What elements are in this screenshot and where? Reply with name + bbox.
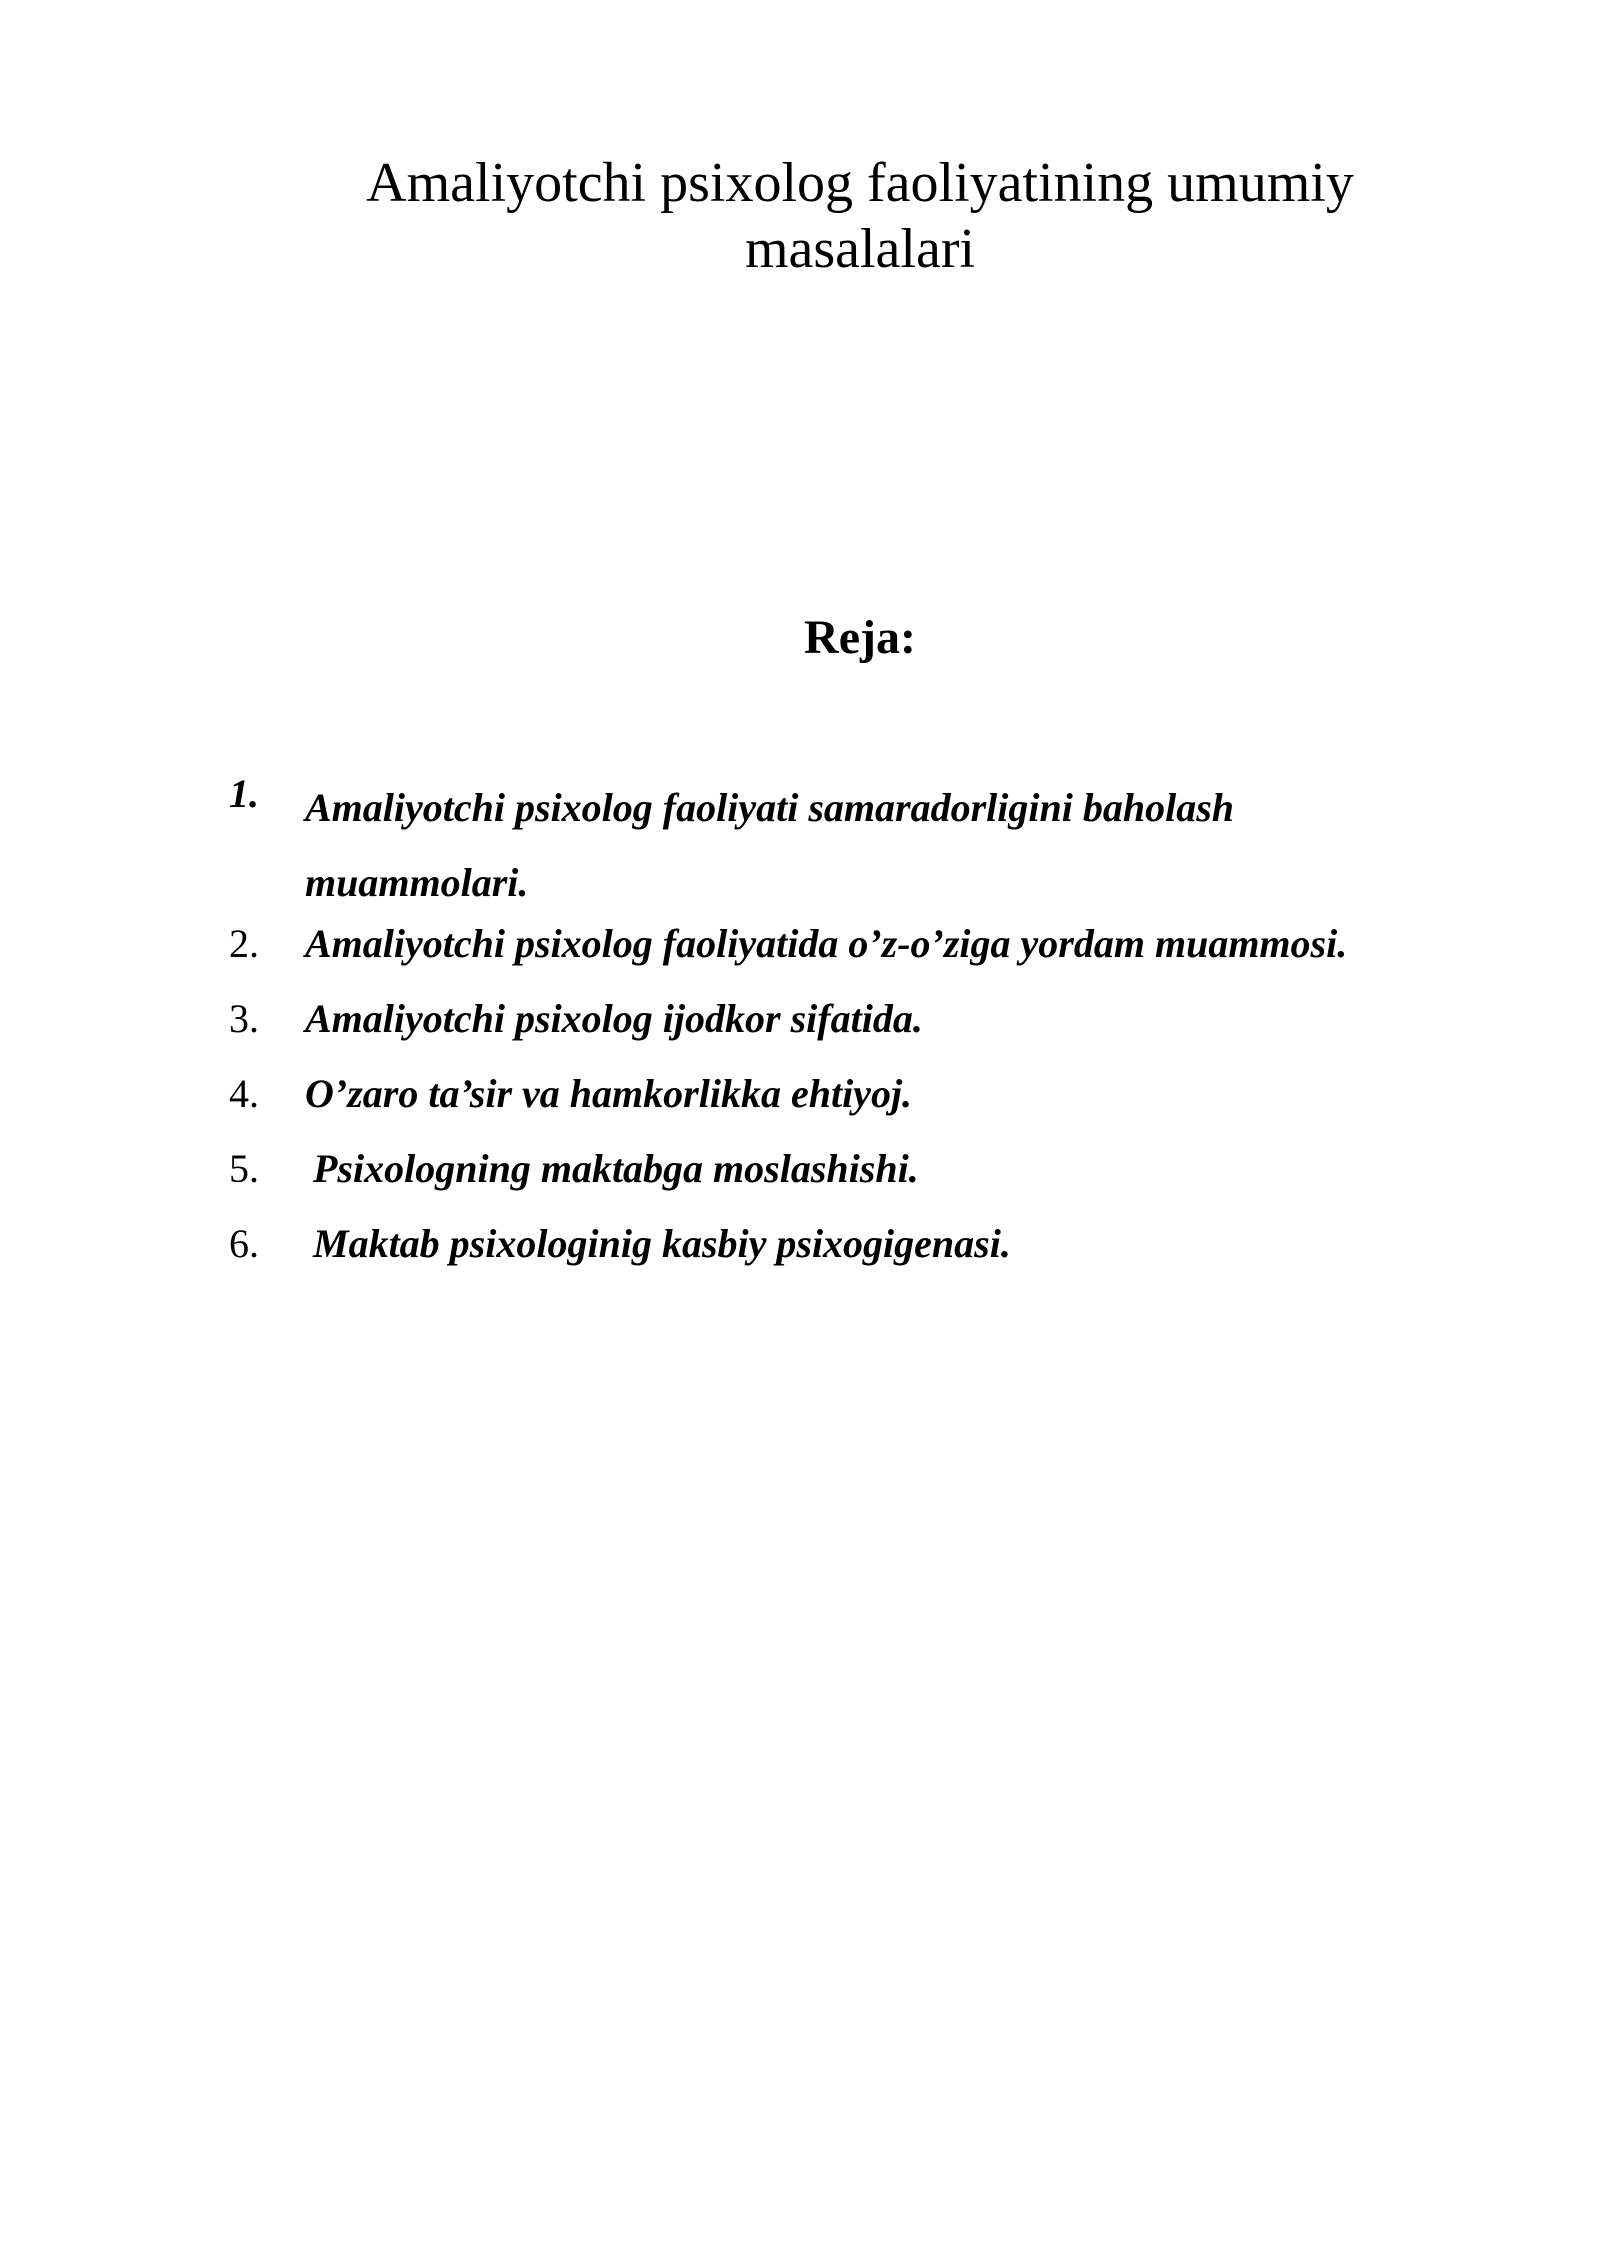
plan-item-number: 3. xyxy=(229,996,259,1041)
plan-item-text xyxy=(305,920,1505,968)
plan-item-text-line-1: Amaliyotchi psixolog faoliyatida o’z-o’ziga yordam muammosi. xyxy=(305,921,1348,966)
plan-item-text xyxy=(305,995,1505,1043)
document-title-line-2: masalalari xyxy=(744,218,976,280)
plan-item-text-line-1: Amaliyotchi psixolog faoliyati samaradorligini baholash xyxy=(305,785,1235,830)
plan-item-number: 1. xyxy=(229,771,259,816)
plan-item-number: 5. xyxy=(229,1146,259,1191)
plan-item-text-line-1: Psixologning maktabga moslashishi. xyxy=(313,1146,919,1191)
plan-item-text xyxy=(313,1220,1513,1268)
plan-item-text xyxy=(305,770,1505,920)
plan-heading: Reja: xyxy=(804,611,916,664)
plan-item-number: 6. xyxy=(229,1221,259,1266)
plan-item-text-line-1: Amaliyotchi psixolog ijodkor sifatida. xyxy=(305,996,923,1041)
plan-item-text xyxy=(305,1070,1505,1118)
plan-item-text-line-2: muammolari. xyxy=(305,860,529,905)
plan-item-number: 2. xyxy=(229,921,259,966)
plan-item-text xyxy=(313,1145,1513,1193)
document-title-line-1: Amaliyotchi psixolog faoliyatining umumiy xyxy=(366,152,1354,214)
plan-item-number: 4. xyxy=(229,1071,259,1116)
plan-item-text-line-1: Maktab psixologinig kasbiy psixogigenasi. xyxy=(313,1221,1011,1266)
plan-item-text-line-1: O’zaro ta’sir va hamkorlikka ehtiyoj. xyxy=(305,1071,913,1116)
